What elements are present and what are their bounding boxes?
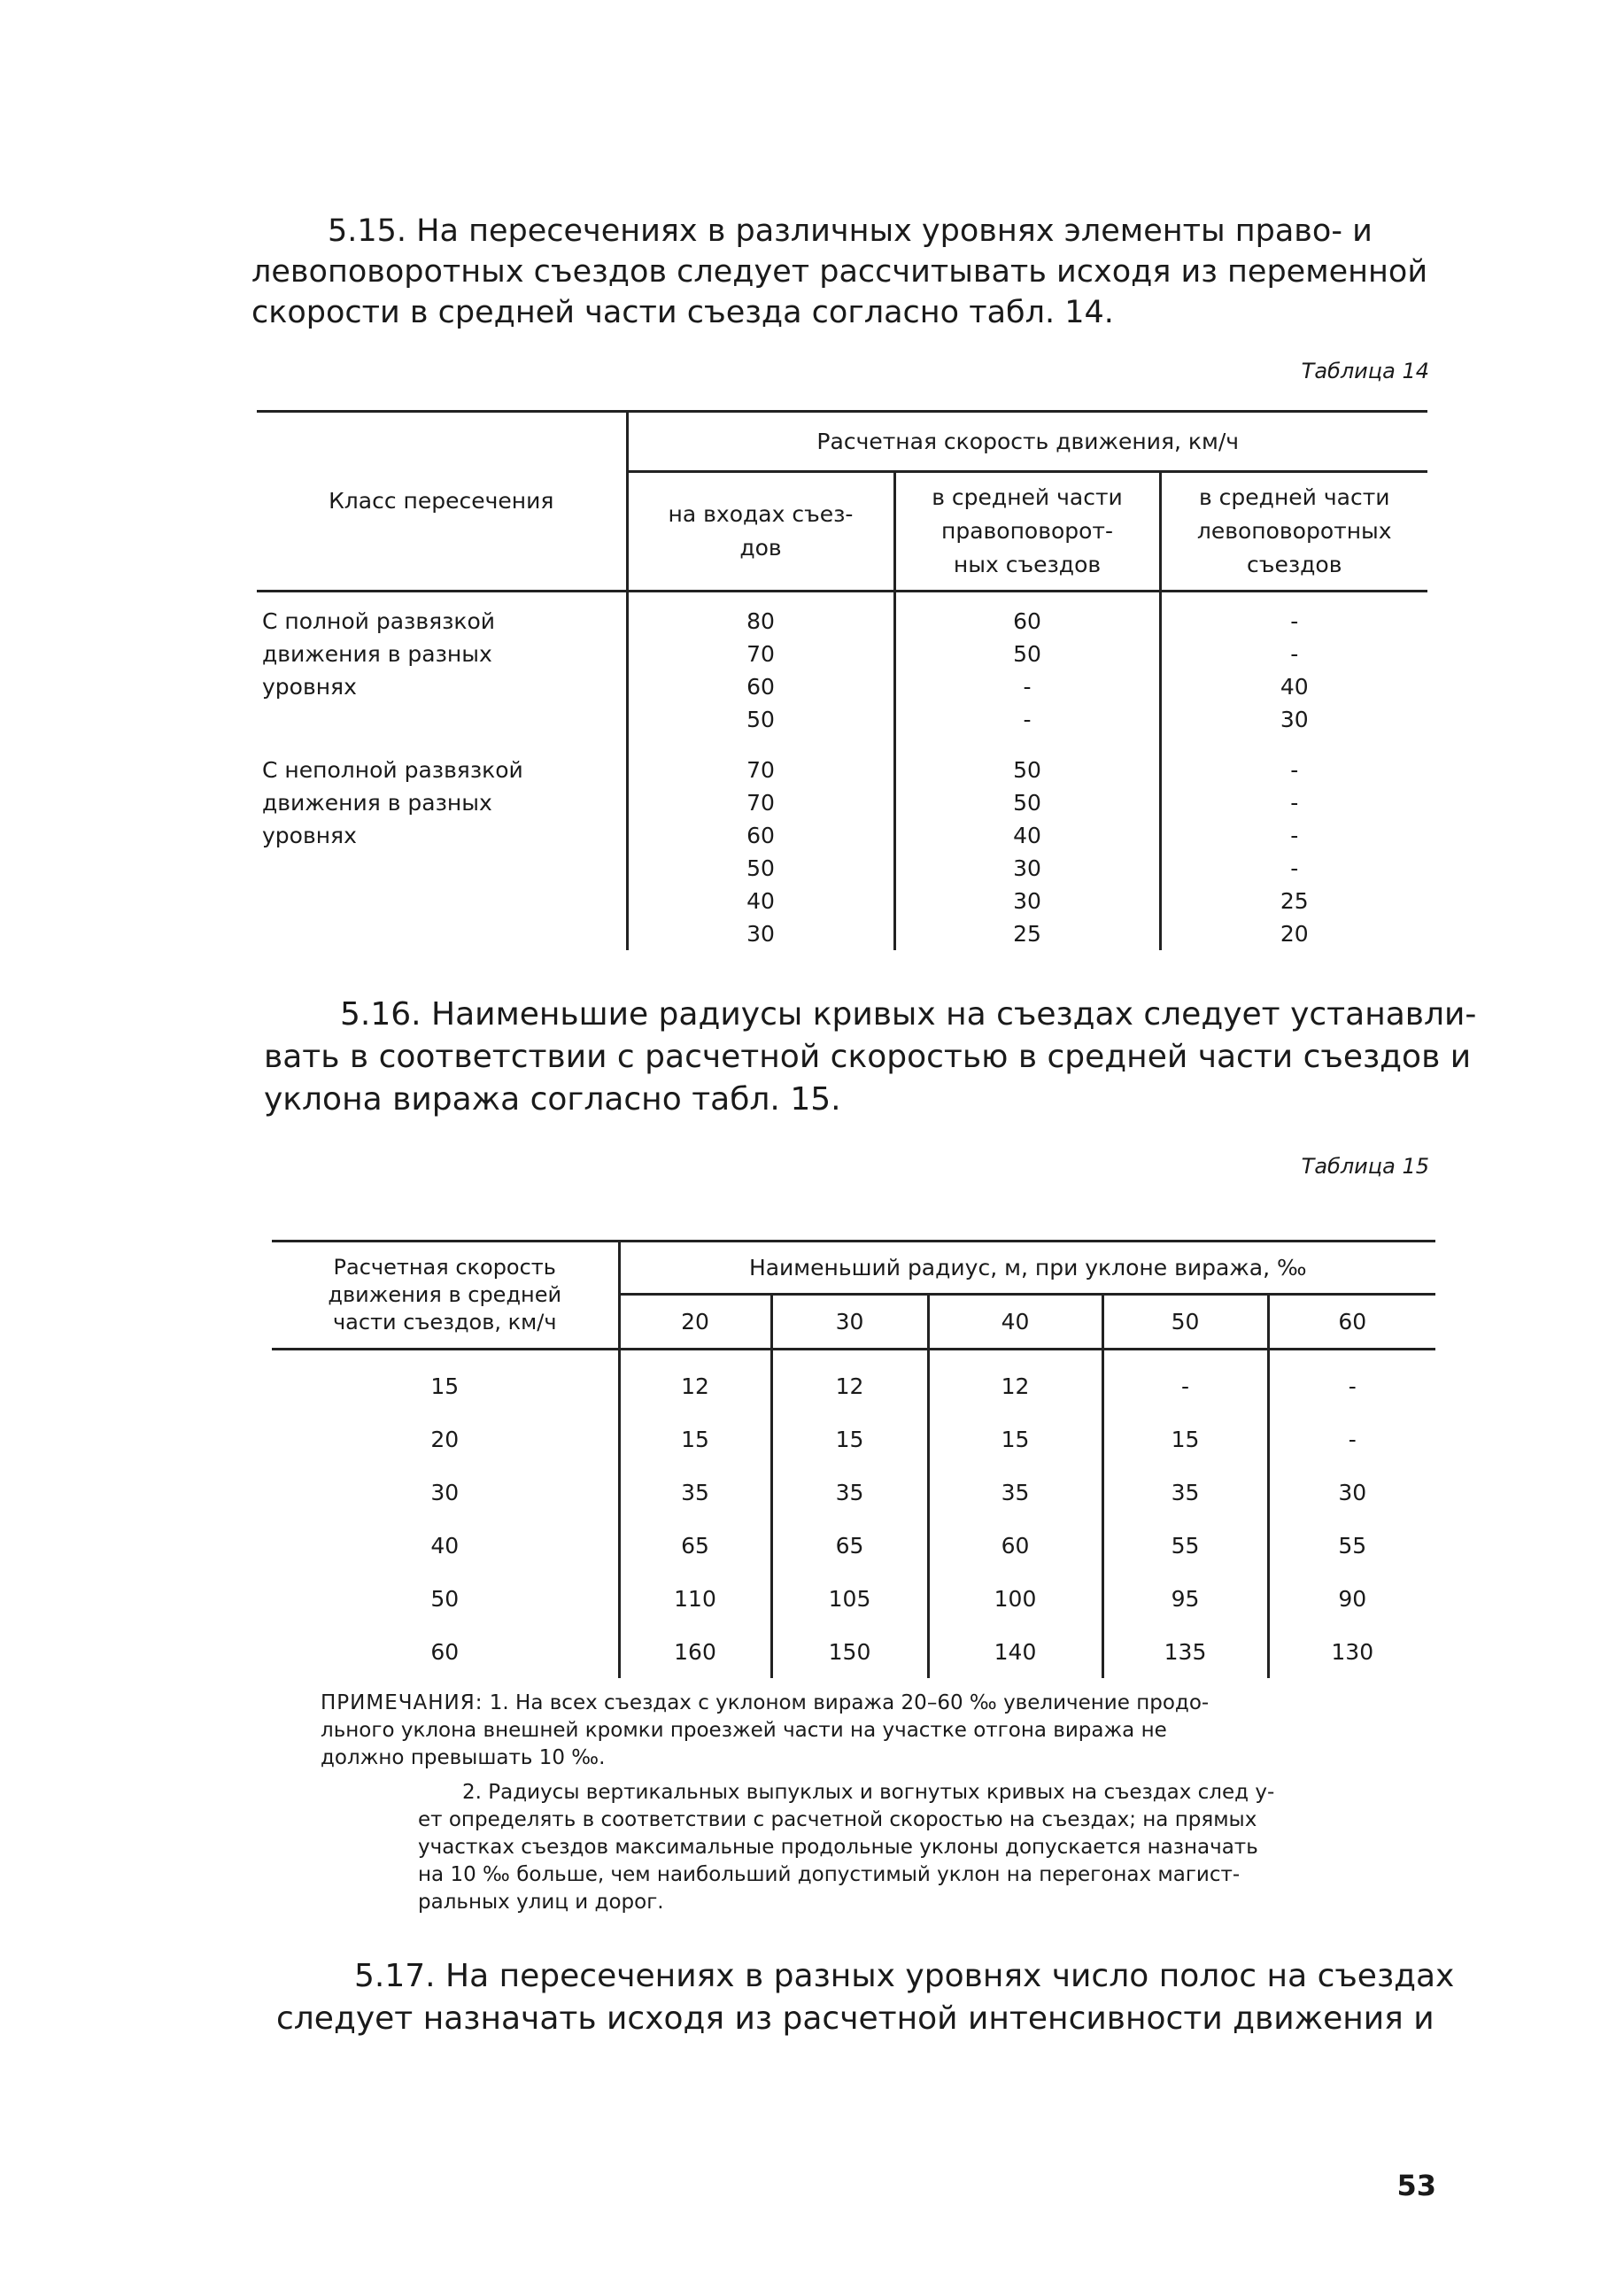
cell: 40: [894, 819, 1160, 852]
cell: -: [1160, 736, 1427, 786]
text-line: 5.17. На пересечениях в разных уровнях число полос на съездах: [354, 1958, 1455, 1994]
cell: 30: [894, 885, 1160, 917]
cell: 50: [894, 638, 1160, 670]
note-line: 2. Радиусы вертикальных выпуклых и вогнутых кривых на съездах след у-: [462, 1781, 1275, 1804]
table-14-caption: Таблица 14: [1301, 359, 1429, 383]
cell: 35: [619, 1466, 771, 1519]
header-speed: Расчетная скорость движения в средней части съездов, км/ч: [272, 1242, 619, 1350]
header-slope: 40: [928, 1295, 1102, 1350]
cell: 90: [1268, 1572, 1435, 1625]
header-slope: 50: [1102, 1295, 1268, 1350]
cell: 12: [771, 1350, 928, 1413]
class-line: уровнях: [262, 823, 357, 848]
class-line: движения в разных: [262, 641, 492, 667]
cell: 95: [1102, 1572, 1268, 1625]
cell: 15: [1102, 1412, 1268, 1466]
table-row: [272, 1625, 1435, 1678]
table-row: [272, 1412, 1435, 1466]
cell: 30: [894, 852, 1160, 885]
text-line: 5.15. На пересечениях в различных уровнях элементы право- и: [328, 213, 1373, 249]
text-line: левоповоротных съездов следует рассчитывать исходя из переменной: [251, 254, 1428, 290]
table-row: [272, 1466, 1435, 1519]
cell: 40: [1160, 670, 1427, 703]
header-left-turn: в средней части левоповоротных съездов: [1160, 472, 1427, 592]
class-line: С неполной развязкой: [262, 757, 523, 783]
cell: 35: [1102, 1466, 1268, 1519]
cell: 25: [1160, 885, 1427, 917]
cell: 30: [1160, 703, 1427, 736]
text-line: уклона виража согласно табл. 15.: [264, 1081, 841, 1118]
cell: 70: [627, 786, 894, 819]
cell: 60: [627, 670, 894, 703]
cell: -: [1160, 786, 1427, 819]
table-row: [272, 1519, 1435, 1572]
class-line: уровнях: [262, 674, 357, 700]
note-line: ет определять в соответствии с расчетной скоростью на съездах; на прямых: [418, 1808, 1257, 1831]
header-class: Класс пересечения: [257, 412, 627, 592]
cell: -: [1268, 1412, 1435, 1466]
cell: 140: [928, 1625, 1102, 1678]
cell: -: [1160, 819, 1427, 852]
class-line: движения в разных: [262, 790, 492, 816]
cell: -: [894, 670, 1160, 703]
cell: 12: [928, 1350, 1102, 1413]
page-number: 53: [1396, 2169, 1436, 2202]
note-line: на 10 ‰ больше, чем наибольший допустимый уклон на перегонах магист-: [418, 1863, 1241, 1886]
note-line: участках съездов максимальные продольные уклоны допускается назначать: [418, 1836, 1258, 1859]
cell: 70: [627, 736, 894, 786]
cell: 15: [430, 1373, 460, 1399]
class-cell: [257, 592, 627, 737]
header-slope: 30: [771, 1295, 928, 1350]
table-row: [272, 1572, 1435, 1625]
cell: 50: [430, 1585, 460, 1612]
cell: 60: [430, 1638, 460, 1665]
cell: 20: [430, 1426, 460, 1452]
cell: 35: [928, 1466, 1102, 1519]
cell: 12: [619, 1350, 771, 1413]
cell: 30: [1268, 1466, 1435, 1519]
table-row: [257, 736, 1427, 786]
note-line: ральных улиц и дорог.: [418, 1891, 664, 1914]
paragraph-5-15: [251, 211, 1429, 333]
header-slope: 20: [619, 1295, 771, 1350]
text-line: скорости в средней части съезда согласно табл. 14.: [251, 295, 1114, 330]
cell: 30: [627, 917, 894, 950]
class-cell: [257, 736, 627, 950]
notes-label: ПРИМЕЧАНИЯ:: [321, 1691, 483, 1714]
cell: 15: [771, 1412, 928, 1466]
cell: -: [1102, 1350, 1268, 1413]
table-row: [257, 592, 1427, 638]
cell: 15: [619, 1412, 771, 1466]
cell: 150: [771, 1625, 928, 1678]
cell: 30: [430, 1479, 460, 1505]
cell: 35: [771, 1466, 928, 1519]
cell: -: [1160, 638, 1427, 670]
cell: 40: [627, 885, 894, 917]
cell: 40: [430, 1532, 460, 1559]
cell: 55: [1102, 1519, 1268, 1572]
cell: 50: [627, 852, 894, 885]
table-row: [272, 1350, 1435, 1413]
cell: 60: [928, 1519, 1102, 1572]
header-speed-group: Расчетная скорость движения, км/ч: [627, 412, 1427, 472]
text-line: 5.16. Наименьшие радиусы кривых на съездах следует устанавли-: [340, 996, 1477, 1033]
table-notes: [321, 1690, 1435, 1916]
text-line: следует назначать исходя из расчетной интенсивности движения и: [276, 2000, 1435, 2037]
note-line: [321, 1690, 1435, 1717]
text-line: вать в соответствии с расчетной скоростью в средней части съездов и: [264, 1039, 1472, 1075]
header-entry: на входах съез- дов: [627, 472, 894, 592]
cell: 65: [619, 1519, 771, 1572]
header-slope: 60: [1268, 1295, 1435, 1350]
cell: -: [894, 703, 1160, 736]
cell: 70: [627, 638, 894, 670]
cell: -: [1160, 852, 1427, 885]
cell: 135: [1102, 1625, 1268, 1678]
cell: -: [1160, 592, 1427, 638]
cell: 65: [771, 1519, 928, 1572]
paragraph-5-17: [276, 1955, 1455, 2040]
cell: 105: [771, 1572, 928, 1625]
cell: 25: [894, 917, 1160, 950]
cell: 60: [627, 819, 894, 852]
cell: 100: [928, 1572, 1102, 1625]
cell: 50: [894, 786, 1160, 819]
cell: 80: [627, 592, 894, 638]
cell: 50: [894, 736, 1160, 786]
cell: 130: [1268, 1625, 1435, 1678]
note-line: льного уклона внешней кромки проезжей части на участке отгона виража не: [321, 1719, 1167, 1742]
cell: 15: [928, 1412, 1102, 1466]
note-text: 1. На всех съездах с уклоном виража 20–60 ‰ увеличение продо-: [483, 1691, 1210, 1714]
table-15-caption: Таблица 15: [1301, 1154, 1429, 1179]
cell: 160: [619, 1625, 771, 1678]
cell: 20: [1160, 917, 1427, 950]
class-line: С полной развязкой: [262, 608, 496, 634]
table-14: [257, 410, 1427, 950]
cell: 60: [894, 592, 1160, 638]
header-radius-group: Наименьший радиус, м, при уклоне виража, ‰: [619, 1242, 1435, 1295]
note-line: должно превышать 10 ‰.: [321, 1746, 606, 1769]
paragraph-5-16: [264, 994, 1477, 1121]
cell: 50: [627, 703, 894, 736]
cell: -: [1268, 1350, 1435, 1413]
cell: 55: [1268, 1519, 1435, 1572]
cell: 110: [619, 1572, 771, 1625]
header-right-turn: в средней части правоповорот- ных съездов: [894, 472, 1160, 592]
table-15: [272, 1240, 1435, 1678]
